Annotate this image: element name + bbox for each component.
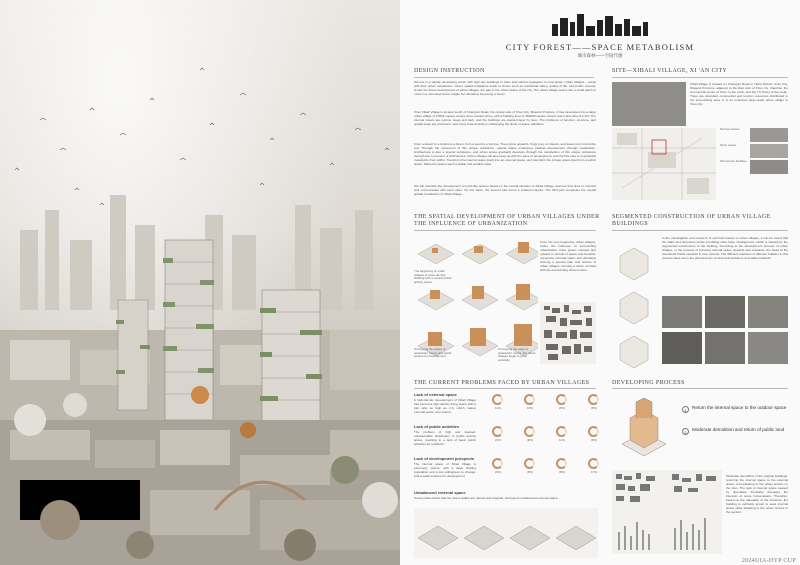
spatial-caption-3: Occupying the edge of pedestrian routes, the urban villages begin to grow vertically. <box>498 347 536 362</box>
problem-label-2: Lack of public activities <box>414 424 460 429</box>
divider <box>612 388 788 389</box>
step-1-text: Return the internal space to the outdoor space <box>692 405 787 410</box>
ring-chart-donut <box>588 426 599 437</box>
problem-label-4: Unbalanced external space <box>414 490 466 495</box>
ring-chart <box>484 424 512 452</box>
legend-narrow-streets: Narrow streets <box>720 127 740 131</box>
segment-photo-1 <box>662 296 702 328</box>
ring-chart-donut <box>556 426 567 437</box>
village-texture-map <box>540 302 596 364</box>
street-photo <box>750 128 788 142</box>
ring-chart <box>516 424 544 452</box>
ring-chart <box>484 456 512 484</box>
step-1-badge: 1 <box>682 406 689 413</box>
ring-chart-donut <box>492 394 503 405</box>
legend-old-facilities: Old service facilities <box>720 159 747 163</box>
ring-chart-value: 45% <box>526 470 533 474</box>
ring-chart-donut <box>588 394 599 405</box>
title-en: CITY FOREST——SPACE METABOLISM <box>505 42 695 52</box>
site-plan <box>612 128 716 200</box>
problem-text-2: The problem of high and stacked, unreasonable distribution of public activity space, resulting in a lack of basic public activities for residents. <box>414 430 476 446</box>
segment-photo-4 <box>662 332 702 364</box>
step-2-text: Moderate demolition and return of public land <box>692 427 785 432</box>
site-heading: SITE—XIBALI VILLAGE, XI 'AN CITY <box>612 68 728 74</box>
lower-roofs <box>0 420 400 565</box>
ring-chart <box>484 392 512 420</box>
problems-heading: THE CURRENT PROBLEMS FACED BY URBAN VILLAGES <box>414 380 590 386</box>
ring-chart <box>548 424 576 452</box>
ring-chart-value: 12% <box>494 406 501 410</box>
segment-photo-2 <box>705 296 745 328</box>
divider <box>612 77 788 78</box>
ring-chart-value: 18% <box>526 406 533 410</box>
spatial-caption-1: The beginning of urban villages is a low-density building with a central public activity space. <box>414 269 452 284</box>
ring-chart-donut <box>492 458 503 469</box>
ring-chart-value: 35% <box>590 406 597 410</box>
divider <box>414 388 596 389</box>
ring-chart-value: 38% <box>558 470 565 474</box>
divider <box>414 230 596 231</box>
spatial-dev-heading: THE SPATIAL DEVELOPMENT OF URBAN VILLAGES UNDER THE INFLUENCE OF URBANIZATION <box>414 214 600 227</box>
design-instruction-heading: DESIGN INSTRUCTION <box>414 68 485 74</box>
ring-chart <box>580 456 608 484</box>
divider <box>414 77 594 78</box>
problem-text-3: The internal space of Xibali Village is extremely scarce, with a large floating population and a low willingness to change, and a weak impetus for development. <box>414 462 476 478</box>
design-text-2: Xi'an Xibali Village is located south of Chang'an Road, the central axis of Xi'an City, Shaanxi Province. It has developed into a large urban village of 70000 square meters since ancient times, with a building area of 160000 square meters and a plot ratio of 2.3%. The internal streets are narrow, steep and dark, and the buildings are stacked layer by layer. The problems of function, structure, and spatial scale are prominent, and many brick and tile is challenging the limits of space utilization. <box>414 110 596 126</box>
process-text: Moderate demolition of the original buildings, returning the internal space to the external space, and adapting to the urban texture on the plan. The lack of internal space caused by demolition inevitably damages the interests of some homeowners. Therefore, based on the rationality of the structure, the building is vertically grown to seek internal space while adapting to the urban texture in the section. <box>726 474 788 514</box>
ring-chart-value: 17% <box>590 470 597 474</box>
process-axonometric <box>612 394 676 464</box>
ring-chart-value: 21% <box>494 438 501 442</box>
ring-chart-donut <box>588 458 599 469</box>
external-space-section <box>414 508 598 558</box>
legend-open-space: Open space <box>720 143 737 147</box>
title-block <box>400 40 800 59</box>
segmented-text: In the investigation and research of self-built houses in urban villages, it can be found that the stairs and structures inside a building often have misalignment, which is caused by the segmented construction of the building. According to the development process of urban villages, in the process of pursuing internal space upwards and outwards, the head of the household builds upwards in time periods. The different practices of different builders in this process have led to the phenomenon of structural problems and safety hazards. <box>662 236 788 260</box>
green-tower-small <box>116 300 150 410</box>
step-2-badge: 2 <box>682 428 689 435</box>
site-aerial-photo <box>612 82 686 126</box>
design-text-1: We live in a rapidly developing world, with high-rise buildings in cities and natural vegetation in rural areas. Urban villages – areas with their urban metabolism, where spatial imbalance leads to issues such as residential safety, quality of life, and public security. Under the future development of urban villages, the gap in the urban space of the city. The urban village seems like a small patch of moss in a vast steel forest, fragile but ultimately becoming a forest. <box>414 80 596 96</box>
design-text-3: From a desert to a tundra to a forest, from a seed to a big tree; Trees grow upwards, frogs prey on insects, and leaves turn into fertile soil. Through the movement of this unique substance, natural space undergoes gradual development through metabolism. Architecture is also a special substance, and urban space gradually develops through the metabolism of this unique substance through the movement of architecture. Urban villages will also keep up with the pace of development, and the first step is to gradually metabolize from within. Transform the internal space (part) into an external space, and transform the private space (part) into a public space. Make the space reach a stable and suitable state. <box>414 142 596 166</box>
facility-photo <box>750 160 788 174</box>
title-cn: 城市森林——空间代谢 <box>577 53 623 58</box>
spatial-caption-2: Occupying the edges of pedestrian routes and public spaces for development. <box>414 347 452 358</box>
ring-chart-donut <box>556 394 567 405</box>
competition-label: 2024UIA-HYP CUP <box>741 558 796 564</box>
ring-chart-donut <box>556 458 567 469</box>
info-panel <box>400 0 800 565</box>
process-heading: DEVELOPING PROCESS <box>612 380 685 386</box>
ring-chart-value: 40% <box>526 438 533 442</box>
problem-label-1: Lack of external space <box>414 392 457 397</box>
skyline-logo <box>548 14 652 36</box>
process-plan-diagrams <box>612 470 722 554</box>
segment-photo-3 <box>748 296 788 328</box>
site-text: Xibali Village is located on Chang'an Road in Yanta District, Xi'an City, Shaanxi Province, adjacent to the Daxi axis of Xi'an city, Xiaozhai, the commercial center of Xi'an, to the north, and the TV Tower to the south. There are abundant commercial and tourism resources distributed in the surrounding area. It is an important large-scale urban village in Xi'an city. <box>690 82 788 106</box>
ring-chart-value: 26% <box>558 406 565 410</box>
segment-photo-5 <box>705 332 745 364</box>
ring-chart <box>548 392 576 420</box>
ring-chart-donut <box>492 426 503 437</box>
design-text-4: We will prioritize the development of point-like spaces based on the overall situation of Xibali Village, and use flow lines to connect and communicate with each other. On this basis, the second part forms a scattered layout. The third part completes the overall spatial metabolism of Xibali Village. <box>414 184 596 196</box>
divider <box>612 230 788 231</box>
ring-chart-donut <box>524 426 535 437</box>
open-space-photo <box>750 144 788 158</box>
ring-chart-donut <box>524 458 535 469</box>
problem-text-1: A high-density development of Xibali Village has formed a high-density living space with a plot ratio as high as 2.3, which makes external space very scarce. <box>414 398 476 414</box>
ring-chart <box>580 424 608 452</box>
ring-chart-value: 22% <box>494 470 501 474</box>
segmented-section-diagrams <box>612 236 662 368</box>
problem-text-4: Survey data shows that the street widths are narrow and irregular, forming an unbalanced external space. <box>414 496 559 500</box>
ring-chart <box>516 392 544 420</box>
ring-chart-donut <box>524 394 535 405</box>
ring-chart-value: 14% <box>558 438 565 442</box>
ring-chart-value: 30% <box>590 438 597 442</box>
ring-chart <box>548 456 576 484</box>
birds <box>15 68 389 205</box>
segment-photo-6 <box>748 332 788 364</box>
ring-chart <box>580 392 608 420</box>
problem-label-3: Lack of development prospects <box>414 456 475 461</box>
spatial-dev-text: From the very beginning, urban villages, under the influence of surrounding urbanization, have grown outward and upward in pursuit of space and benefits, occupying external space and ultimately forming a special plan and texture of urban villages, forming a sharp contrast with the surrounding urban texture. <box>540 240 596 272</box>
segmented-heading: SEGMENTED CONSTRUCTION OF URBAN VILLAGE BUILDINGS <box>612 214 771 227</box>
ring-chart <box>516 456 544 484</box>
